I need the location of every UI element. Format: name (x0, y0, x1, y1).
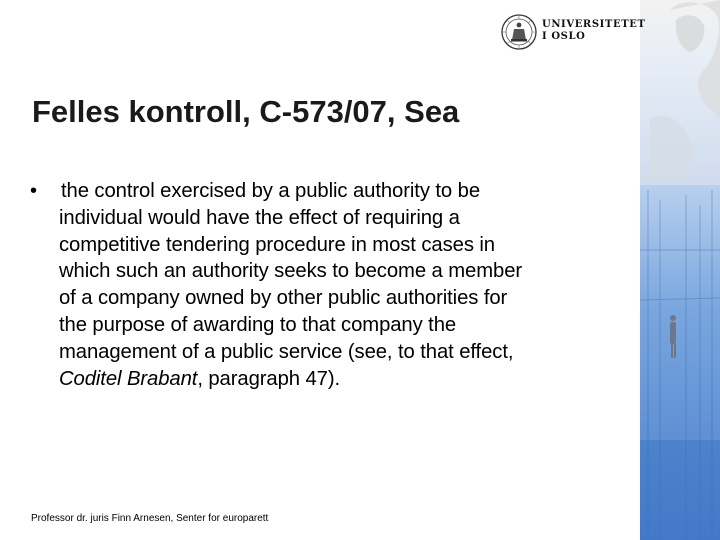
bullet-line-last (59, 366, 620, 393)
university-name-line2: I OSLO (542, 31, 586, 42)
university-logo (500, 12, 646, 52)
university-name (542, 19, 646, 43)
university-seal-icon (500, 12, 538, 52)
bullet-line: which such an authority seeks to become a member (59, 260, 523, 283)
bullet-line: management of a public service (see, to that effect, (59, 340, 514, 363)
bullet-line: the purpose of awarding to that company the (59, 313, 457, 336)
bullet-marker: • (30, 180, 38, 202)
paragraph-reference: , paragraph 47). (197, 367, 341, 390)
bullet-line: the control exercised by a public authority to be (61, 180, 480, 202)
bullet-line: competitive tendering procedure in most cases in (59, 233, 495, 256)
bullet-item (30, 178, 620, 392)
slide-title: Felles kontroll, C-573/07, Sea (32, 94, 460, 129)
side-decoration (640, 0, 720, 540)
university-name-line1: UNIVERSITETET (542, 19, 646, 30)
bullet-line: of a company owned by other public authorities for (59, 287, 508, 310)
bullet-line: individual would have the effect of requiring a (59, 206, 460, 229)
case-name: Coditel Brabant (59, 367, 198, 390)
bullet-text (59, 178, 620, 392)
footer-text: Professor dr. juris Finn Arnesen, Senter for europarett (31, 513, 269, 524)
side-decoration-graphic (640, 0, 720, 540)
